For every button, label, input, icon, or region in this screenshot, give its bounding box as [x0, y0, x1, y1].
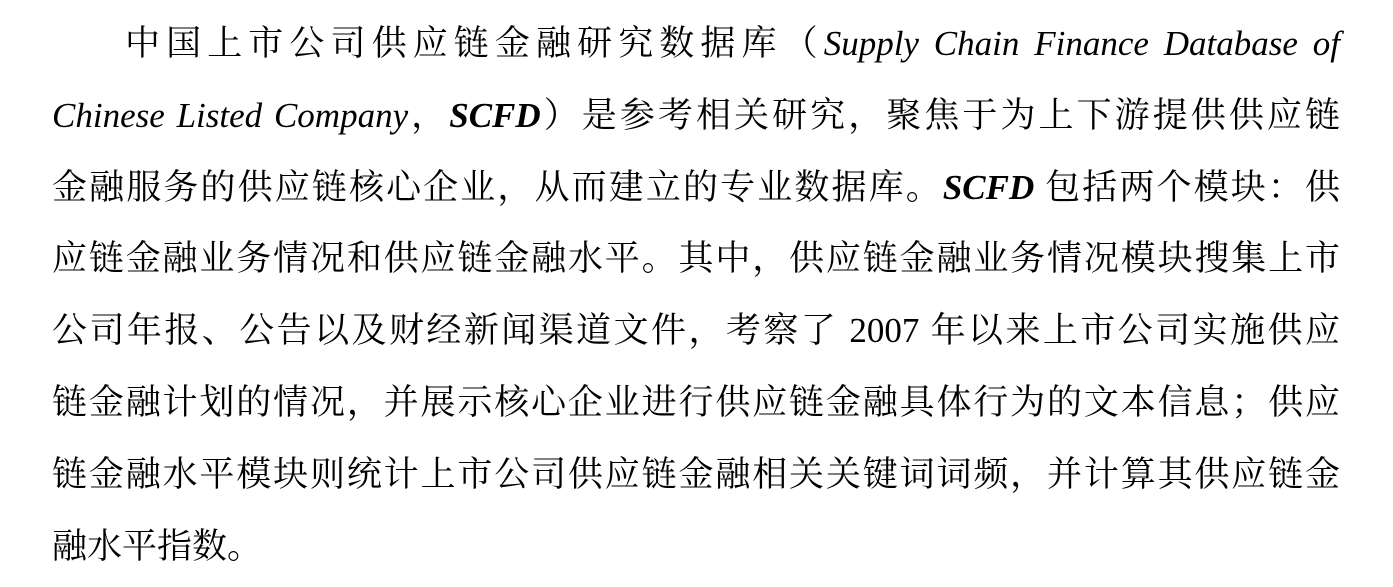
text-line: [52, 152, 1340, 224]
text-run-cjk: 应链金融业务情况和供应链金融水平。其中，供应链金融业务情况模块搜集上市: [52, 239, 1340, 279]
text-run-cjk: ）是参考相关研究，聚焦于为上下游提供供应链: [540, 95, 1340, 135]
text-line: [52, 367, 1340, 439]
text-run-cjk: 链金融计划的情况，并展示核心企业进行供应链金融具体行为的文本信息；供应: [52, 382, 1340, 422]
text-line: [52, 295, 1340, 367]
text-line: [52, 80, 1340, 152]
text-run-cjk: 链金融水平模块则统计上市公司供应链金融相关关键词词频，并计算其供应链金: [52, 454, 1340, 494]
text-run-cjk: 公司年报、公告以及财经新闻渠道文件，考察了: [52, 311, 850, 351]
text-run-en-italic: Chinese Listed Company: [52, 95, 409, 135]
text-run-cjk: ，: [408, 95, 450, 135]
text-line: [52, 8, 1340, 80]
text-line: [52, 511, 1340, 583]
text-run-cjk: 金融服务的供应链核心企业，从而建立的专业数据库。: [52, 167, 943, 207]
text-run-en-roman: 2007: [849, 311, 920, 351]
paragraph: [52, 8, 1340, 582]
text-run-cjk: 融水平指数。: [52, 526, 263, 566]
text-run-cjk: 包括两个模块：供: [1034, 167, 1340, 207]
text-line: [52, 439, 1340, 511]
text-run-en-bold-italic: SCFD: [449, 95, 541, 135]
text-run-en-italic: Supply Chain Finance Database of: [823, 24, 1340, 63]
text-run-cjk: 年以来上市公司实施供应: [919, 311, 1340, 351]
text-run-en-bold-italic: SCFD: [942, 167, 1035, 207]
text-run-cjk: 中国上市公司供应链金融研究数据库（: [125, 24, 824, 63]
text-line: [52, 223, 1340, 295]
